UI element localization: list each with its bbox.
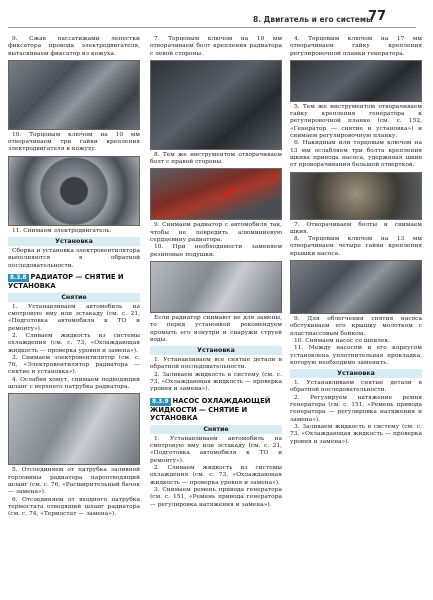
caption-step-8: 8. Тем же инструментом отворачиваем болт с правой стороны. <box>150 151 282 166</box>
caption-step-7: 7. Торцовым ключом на 10 мм отворачиваем болт крепления радиатора с левой стороны. <box>150 36 282 57</box>
section-number: 8.3.9 <box>152 398 169 405</box>
subheading-install: Установка <box>150 346 282 355</box>
remove-step-1: 1. Устанавливаем автомобиль на смотровую яму или эстакаду (см. с. 21, «Подготовка автомобиля к ТО и ремонту»). <box>8 303 140 332</box>
page-number: 77 <box>368 9 387 24</box>
photo-pulley-bolts <box>290 172 422 220</box>
caption-step-7: 7. Отворачиваем болты и снимаем шкив. <box>290 221 422 235</box>
subheading-remove: Снятие <box>8 293 140 302</box>
caption-step-10: 10. Торцовым ключом на 10 мм отворачиваем три гайки крепления электродвигателя к кожуху. <box>8 131 140 153</box>
remove-step-2: 2. Сливаем жидкость из системы охлаждения (см. с. 73, «Охлаждающая жидкость — проверка уровня и замена»). <box>8 332 140 354</box>
section-number: 8.3.8 <box>10 274 27 281</box>
note-flush: Если радиатор снимают не для замены, то перед установкой рекомендуем промыть его изнутри и снаружи струей воды. <box>150 314 282 343</box>
section-heading-pump <box>150 397 282 423</box>
photo-radiator-hose <box>8 393 140 465</box>
install-step-1: 1. Устанавливаем снятые детали в обратной последовательности. <box>290 380 422 394</box>
caption-step-11: 11. Снимаем электродвигатель. <box>12 227 112 234</box>
caption-step-11: 11. Между насосом и его корпусом установлена уплотнительная прокладка, которую необходимо заменить. <box>290 345 422 366</box>
caption-step-9: 9. Для облегчения снятия насоса обстукиваем его крышку молотком с пластмассовым бойком. <box>290 316 422 337</box>
caption-step-6: 6. Накидным или торцовым ключом на 13 мм ослабляем три болта крепления шкива привода насоса, удерживая шкив от проворачивания большой отверткой. <box>290 140 422 169</box>
subheading-install: Установка <box>8 237 140 246</box>
photo-left-bolt <box>150 60 282 150</box>
section-heading-radiator <box>8 273 140 291</box>
install-step-2: 2. Заливаем жидкость в систему (см. с. 73, «Охлаждающая жидкость — проверка уровня и замена»). <box>150 371 282 393</box>
subheading-remove: Снятие <box>150 425 282 434</box>
red-arrow-icon <box>223 188 236 197</box>
photo-fan-motor-nuts <box>8 156 140 226</box>
page-header <box>0 0 433 40</box>
column-right <box>290 36 422 446</box>
subheading-install: Установка <box>290 369 422 378</box>
install-step-2: 2. Регулируем натяжение ремня генератора (см. с. 151, «Ремень привода генератора — регулировка натяжения и замена»). <box>290 394 422 423</box>
section-title: РАДИАТОР — СНЯТИЕ И УСТАНОВКА <box>8 272 124 291</box>
caption-step-10: 10. Снимаем насос со шпилек. <box>294 337 390 344</box>
photo-wire-clip <box>8 60 140 130</box>
photo-right-bolt <box>150 168 282 220</box>
caption-step-9: 9. Снимаем радиатор с автомобиля так, чтобы не повредить алюминиевую сердцевину радиатора. <box>150 222 282 244</box>
caption-step-8: 8. Торцовым ключом на 13 мм отворачиваем четыре гайки крепления крышки насоса. <box>290 236 422 257</box>
remove-step-4: 4. Ослабив хомут, снимаем подводящий шланг с верхнего патрубка радиатора. <box>8 376 140 391</box>
caption-step-5: 5. Отсоединяем от патрубка заливной горловины радиатора пароотводящий шланг (см. с. 76, «Расширительный бачок — замена»). <box>8 467 140 496</box>
remove-step-3: 3. Снимаем ремень привода генератора (см. с. 151, «Ремень привода генератора — регулировка натяжения и замена»). <box>150 486 282 508</box>
remove-step-2: 2. Сливаем жидкость из системы охлаждения (см. с. 73, «Охлаждающая жидкость — проверка уровня и замена»). <box>150 465 282 486</box>
install-text: Сборка и установка электровентилятора выполняются в обратной последовательности. <box>8 248 140 269</box>
caption-step-5: 5. Тем же инструментом отворачиваем гайку крепления генератора к регулировочной планке (см. с. 152, «Генератор — снятие и установка») и снимаем регулировочную планку. <box>290 103 422 140</box>
photo-adjust-plate-nut <box>290 60 422 102</box>
caption-step-6: 6. Отсоединяем от входного патрубка термостата отводящий шланг радиатора (см. с. 74, «Термостат — замена»). <box>8 496 140 518</box>
photo-pump-cover-nuts <box>290 260 422 314</box>
caption-step-4: 4. Торцовым ключом на 17 мм отворачиваем гайку крепления регулировочной планки генератора. <box>290 36 422 57</box>
caption-step-10: 10. При необходимости заменяем резиновые подушки. <box>150 244 282 258</box>
remove-step-3: 3. Снимаем электровентилятор (см. с. 76, «Электровентилятор радиатора — снятие и установка»). <box>8 354 140 376</box>
section-title: НАСОС ОХЛАЖДАЮЩЕЙ ЖИДКОСТИ — СНЯТИЕ И УСТАНОВКА <box>150 396 271 423</box>
install-step-1: 1. Устанавливаем все снятые детали в обратной последовательности. <box>150 357 282 371</box>
column-left <box>8 36 140 518</box>
photo-rubber-pads <box>150 261 282 313</box>
caption-step-9: 9. Сжав пассатижами лепестки фиксатора провода электродвигателя, вытаскиваем фиксатор из кожуха. <box>8 36 140 57</box>
install-step-3: 3. Заливаем жидкость в систему (см. с. 73, «Охлаждающая жидкость — проверка уровня и замена»). <box>290 423 422 445</box>
column-middle <box>150 36 282 509</box>
chapter-title: 8. Двигатель и его системы <box>253 15 373 24</box>
remove-step-1: 1. Устанавливаем автомобиль на смотровую яму или эстакаду (см. с. 21, «Подготовка автомобиля к ТО и ремонту»). <box>150 435 282 464</box>
header-divider <box>8 27 416 28</box>
